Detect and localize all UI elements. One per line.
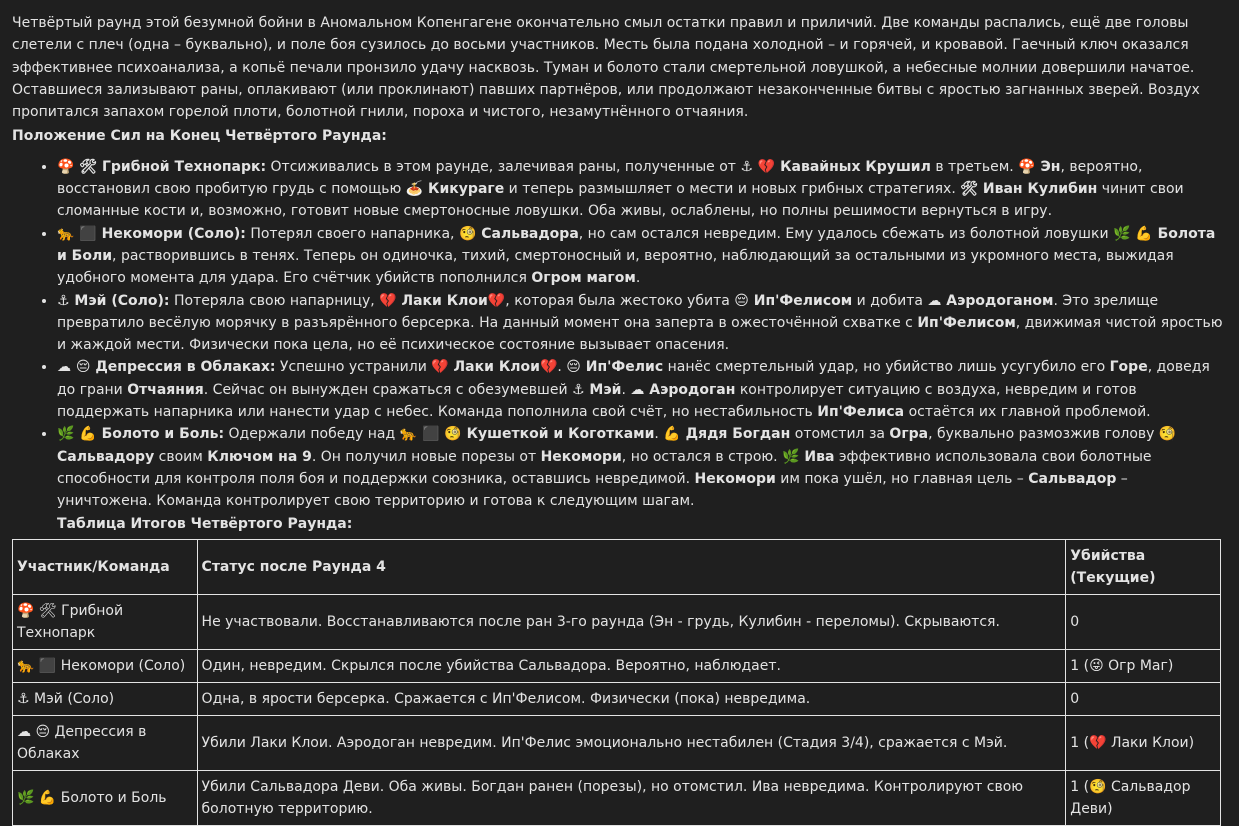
cell-participant: ⚓ Мэй (Соло) — [13, 682, 198, 715]
text-bold: 💔 Лаки Клои💔 — [379, 292, 506, 309]
cell-status: Один, невредим. Скрылся после убийства Сальвадора. Вероятно, наблюдает. — [197, 649, 1066, 682]
text-bold: 🍝 Кикураге — [405, 181, 505, 198]
team-name: 🐆 ⬛ Некомори (Соло): — [57, 225, 246, 242]
cell-participant: 🍄 🛠 Грибной Технопарк — [13, 594, 198, 649]
list-item-swamp-pain — [57, 423, 1227, 512]
text: Потерял своего напарника, — [245, 225, 459, 242]
text: отомстил за — [790, 426, 890, 443]
text-bold: Ип'Фелисом — [917, 314, 1016, 331]
text: чинит свои сломанные кости и, возможно, готовит новые смертоносные ловушки. Оба живы, ослаблены, но полны решимости вернуться в игру. — [57, 181, 1184, 220]
text: . — [635, 270, 641, 287]
text-bold: Отчаяния — [127, 381, 204, 398]
text: нанёс смертельный удар, но убийство лишь усугубило его — [663, 359, 1110, 376]
text: . — [621, 381, 631, 398]
intro-paragraph: Четвёртый раунд этой безумной бойни в Аномальном Копенгагене окончательно смыл остатки правил и приличий. Две команды распались, ещё две головы слетели с плеч (одна – буквально), и поле боя сузилось до восьми участников. Месть была подана холодной – и горячей, и кровавой. Гаечный ключ оказался эффективнее психоанализа, а копьё печали пронзило удачу насквозь. Туман и болото стали смертельной ловушкой, а небесные молнии довершили начатое. Оставшиеся зализывают раны, оплакивают (или проклинают) павших партнёров, или продолжают незаконченные битвы с яростью загнанных зверей. Воздух пропитался запахом горелой плоти, болотной гнили, пороха и чистого, незамутнённого отчаяния. — [12, 15, 1200, 121]
text: , но остался в строю. — [621, 448, 783, 465]
list-item-mushroom-technopark — [57, 156, 1227, 223]
text-bold: 💪 Дядя Богдан — [663, 426, 791, 443]
team-name: 🌿 💪 Болото и Боль: — [57, 426, 225, 443]
text: , движимая чистой яростью и жаждой мести. Физически пока цела, но её психическое состояние вызывает опасения. — [57, 314, 1223, 354]
list-item-nekomori — [57, 223, 1227, 290]
table-row — [13, 682, 1221, 715]
text: и добита — [852, 292, 928, 309]
text: Отсиживались в этом раунде, залечивая раны, полученные от — [266, 158, 741, 175]
text: . Сейчас он вынужден сражаться с обезумевшей — [203, 381, 572, 398]
team-name: ☁ 😔 Депрессия в Облаках: — [57, 359, 276, 376]
cell-kills: 1 (💔 Лаки Клои) — [1066, 715, 1221, 770]
text: и теперь размышляет о мести и новых грибных стратегиях. — [504, 181, 961, 198]
text-bold: ⚓ 💔 Кавайных Крушил — [740, 158, 931, 175]
text: эффективно использовала свои болотные способности для контроля поля боя и поддержки союзника, оставшись невредимой. — [57, 448, 1152, 487]
cell-status: Убили Сальвадора Деви. Оба живы. Богдан ранен (порезы), но отомстил. Ива невредима. Контролируют свою болотную территорию. — [197, 770, 1066, 825]
results-table — [12, 539, 1221, 826]
text-bold: 💔 Лаки Клои💔 — [431, 359, 558, 376]
text-bold: 🌿 Ива — [782, 448, 835, 465]
text-bold: Ип'Фелиса — [817, 404, 905, 421]
text-bold: Огром магом — [531, 270, 636, 287]
text-bold: ☁ Аэродоган — [630, 381, 736, 398]
cell-participant: 🌿 💪 Болото и Боль — [13, 770, 198, 825]
cell-participant: 🐆 ⬛ Некомори (Соло) — [13, 649, 198, 682]
team-list — [12, 156, 1227, 513]
cell-kills: 1 (🧐 Сальвадор Деви) — [1066, 770, 1221, 825]
team-name: 🍄 🛠 Грибной Технопарк: — [57, 158, 267, 175]
text: своим — [154, 448, 208, 465]
cell-status: Не участвовали. Восстанавливаются после ран 3-го раунда (Эн - грудь, Кулибин - переломы). Скрываются. — [197, 594, 1066, 649]
list-item-mei — [57, 290, 1227, 357]
text: , доведя до грани — [57, 359, 1210, 398]
cell-status: Одна, в ярости берсерка. Сражается с Ип'Фелисом. Физически (пока) невредима. — [197, 682, 1066, 715]
text: Потеряла свою напарницу, — [169, 292, 380, 309]
text-bold: Некомори — [540, 448, 622, 465]
text: , но сам остался невредим. Ему удалось сбежать из болотной ловушки — [578, 225, 1113, 242]
text: в третьем. — [930, 158, 1019, 175]
header-kills: Убийства (Текущие) — [1066, 539, 1221, 594]
cell-kills: 0 — [1066, 682, 1221, 715]
table-row — [13, 594, 1221, 649]
cell-kills: 0 — [1066, 594, 1221, 649]
list-item-depression-clouds — [57, 356, 1227, 423]
text-bold: Огра — [889, 426, 929, 443]
text-bold: Сальвадор — [1028, 470, 1117, 487]
text: им пока ушёл, но главная цель – — [775, 470, 1029, 487]
text: контролирует ситуацию с воздуха, невредим и готов поддержать напарника или нанести удар с небес. Команда пополнила свой счёт, но нестабильность — [57, 381, 1137, 421]
table-row — [13, 715, 1221, 770]
text: Успешно устранили — [275, 359, 432, 376]
text-bold: 🧐 Сальвадору — [57, 426, 1177, 465]
text: , растворившись в тенях. Теперь он одиночка, тихий, смертоносный и, вероятно, наблюдающий за остальными из укромного места, выжидая удобного момента для удара. Его счётчик убийств пополнился — [57, 247, 1174, 287]
text-bold: 😔 Ип'Фелисом — [734, 292, 853, 309]
text-bold: 🍄 Эн — [1018, 158, 1061, 175]
text: , вероятно, восстановил свою пробитую грудь с помощью — [57, 158, 1143, 198]
text: . Это зрелище превратило весёлую морячку в разъярённого берсерка. На данный момент она заперта в ожесточённой схватке с — [57, 292, 1159, 331]
text-bold: Ключом на 9 — [207, 448, 312, 465]
cell-status: Убили Лаки Клои. Аэродоган невредим. Ип'Фелис эмоционально нестабилен (Стадия 3/4), сражается с Мэй. — [197, 715, 1066, 770]
text-bold: 🌿 💪 Болота и Боли — [57, 225, 1216, 264]
text: , которая была жестоко убита — [505, 292, 735, 309]
text-bold: ☁ Аэродоганом — [927, 292, 1054, 309]
text: . Он получил новые порезы от — [311, 448, 541, 465]
text-bold: 😔 Ип'Фелис — [566, 359, 664, 376]
text: , буквально размозжив голову — [928, 426, 1159, 443]
text-bold: Горе — [1109, 359, 1148, 376]
text: . — [654, 426, 664, 443]
header-status: Статус после Раунда 4 — [197, 539, 1066, 594]
text: остаётся их главной проблемой. — [904, 404, 1151, 421]
text: . — [557, 359, 567, 376]
text-bold: 🐆 ⬛ 🧐 Кушеткой и Коготками — [399, 426, 655, 443]
team-name: ⚓ Мэй (Соло): — [57, 292, 170, 309]
text-bold: 🛠 Иван Кулибин — [960, 181, 1098, 198]
cell-kills: 1 (😜 Огр Маг) — [1066, 649, 1221, 682]
text-bold: Некомори — [694, 470, 776, 487]
table-row — [13, 770, 1221, 825]
text-bold: 🧐 Сальвадора — [458, 225, 579, 242]
table-row — [13, 649, 1221, 682]
table-title: Таблица Итогов Четвёртого Раунда: — [57, 515, 353, 532]
header-participant: Участник/Команда — [13, 539, 198, 594]
text: – уничтожена. Команда контролирует свою территорию и готова к следующим шагам. — [57, 470, 1128, 510]
section-heading: Положение Сил на Конец Четвёртого Раунда: — [12, 128, 387, 145]
text: Одержали победу над — [224, 426, 400, 443]
table-header-row — [13, 539, 1221, 594]
text-bold: ⚓ Мэй — [572, 381, 622, 398]
cell-participant: ☁ 😔 Депрессия в Облаках — [13, 715, 198, 770]
